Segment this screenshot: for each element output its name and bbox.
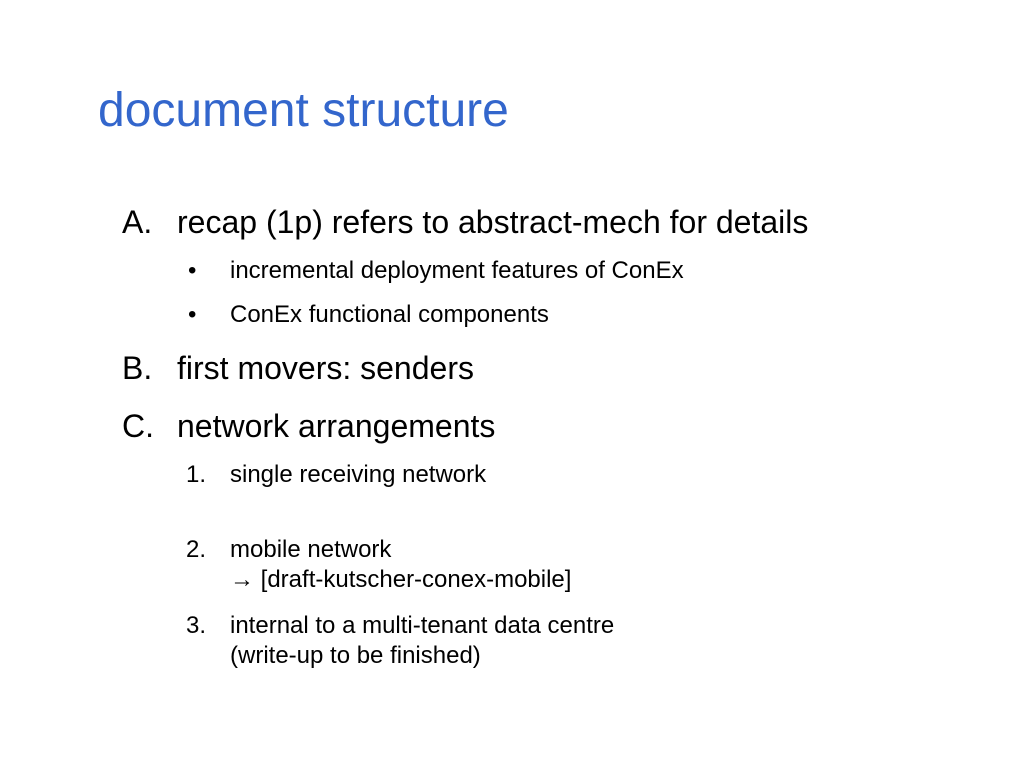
numbered-item-text <box>230 611 614 671</box>
section-text: recap (1p) refers to abstract-mech for details <box>177 204 809 240</box>
numbered-item-line: → [draft-kutscher-conex-mobile] <box>230 566 572 593</box>
numbered-item-line: internal to a multi-tenant data centre <box>230 612 615 639</box>
section-marker: B. <box>122 350 153 386</box>
section-marker: A. <box>122 204 153 240</box>
bullet-marker: • <box>188 301 197 328</box>
number-marker: 1. <box>186 461 207 488</box>
slide-title: document structure <box>98 84 509 137</box>
bullet-marker: • <box>188 257 197 284</box>
section-text: network arrangements <box>177 408 496 444</box>
section-marker: C. <box>122 408 154 444</box>
numbered-item-line: (write-up to be finished) <box>230 642 481 669</box>
numbered-item-text <box>230 535 571 595</box>
numbered-item-line: mobile network <box>230 536 392 563</box>
numbered-item-text: single receiving network <box>230 461 487 488</box>
number-marker: 2. <box>186 536 207 563</box>
number-marker: 3. <box>186 612 207 639</box>
section-text: first movers: senders <box>177 350 474 386</box>
bullet-text: ConEx functional components <box>230 301 549 328</box>
bullet-text: incremental deployment features of ConEx <box>230 257 684 284</box>
